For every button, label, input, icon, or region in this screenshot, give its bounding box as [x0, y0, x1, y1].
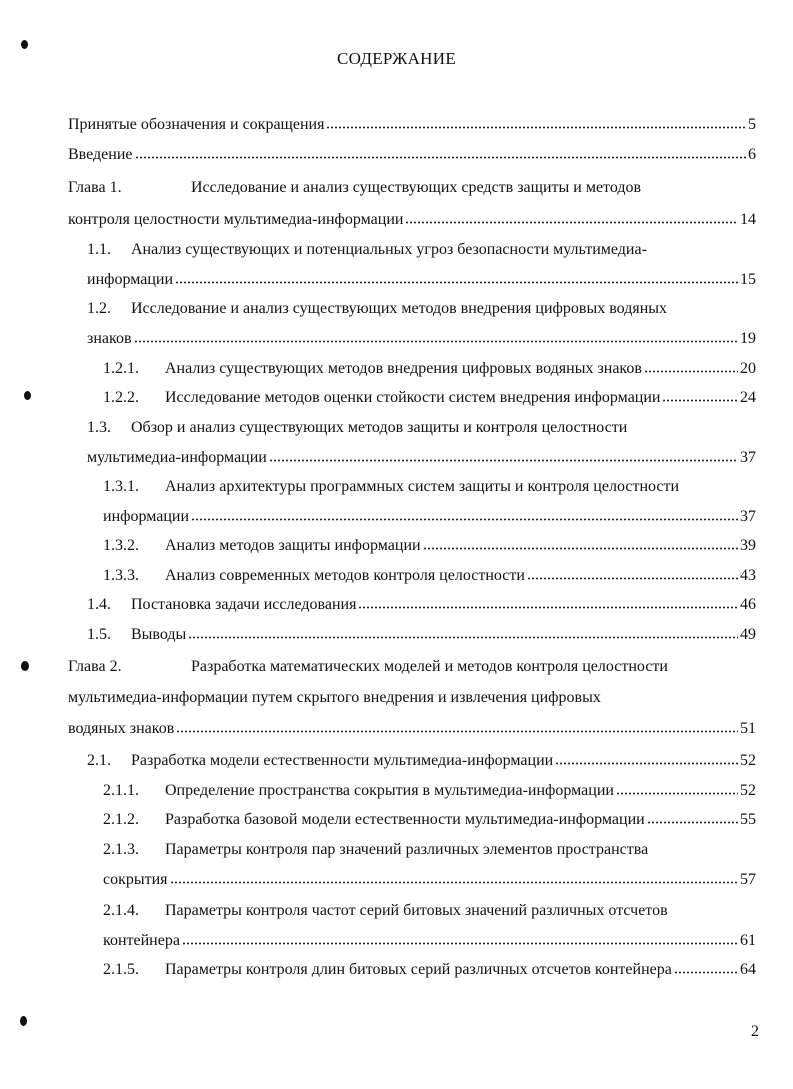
toc-page-number: 57 [740, 871, 756, 888]
toc-page-number: 52 [740, 782, 756, 799]
dot-leader [176, 727, 738, 735]
toc-entry-heading[interactable] [87, 416, 756, 440]
toc-entry-heading[interactable] [87, 238, 756, 262]
scan-speck [24, 391, 31, 400]
toc-entry-continuation[interactable] [87, 268, 756, 292]
toc-entry[interactable] [103, 808, 756, 832]
toc-entry-continuation[interactable] [68, 717, 756, 741]
toc-entry-number: 2.1.1. [103, 782, 139, 799]
toc-entry-text: Исследование и анализ существующих методов внедрения цифровых водяных [131, 300, 667, 317]
toc-entry-text: Разработка математических моделей и методов контроля целостности [191, 658, 668, 675]
toc-entry-number: 2.1.5. [103, 961, 139, 978]
dot-leader [170, 878, 738, 886]
toc-entry-text: Анализ существующих методов внедрения цифровых водяных знаков [165, 360, 642, 377]
toc-entry-text: Выводы [131, 626, 187, 643]
toc-page-number: 5 [748, 116, 756, 133]
toc-entry-number: 1.3.1. [103, 478, 139, 495]
toc-page-number: 43 [740, 567, 756, 584]
toc-entry-continuation[interactable] [103, 868, 756, 892]
dot-leader [527, 574, 738, 582]
toc-page-number: 51 [740, 720, 756, 737]
dot-leader [616, 789, 738, 797]
toc-entry-continuation[interactable] [68, 686, 756, 710]
dot-leader [191, 515, 738, 523]
toc-entry-text: информации [103, 508, 190, 525]
toc-entry-text: Разработка базовой модели естественности мультимедиа-информации [165, 811, 645, 828]
toc-entry-text: Введение [68, 146, 133, 163]
toc-entry-number: 1.2. [87, 300, 111, 317]
dot-leader [674, 968, 738, 976]
toc-entry-heading[interactable] [68, 655, 756, 679]
toc-entry-text: информации [87, 271, 174, 288]
toc-entry[interactable] [68, 143, 756, 167]
toc-entry-text: Обзор и анализ существующих методов защиты и контроля целостности [131, 419, 628, 436]
toc-entry-text: Исследование методов оценки стойкости систем внедрения информации [165, 389, 661, 406]
toc-page-number: 37 [740, 449, 756, 466]
dot-leader [358, 603, 738, 611]
dot-leader [135, 153, 747, 161]
toc-entry-text: Анализ существующих и потенциальных угроз безопасности мультимедиа- [131, 241, 647, 258]
toc-entry-number: 1.2.1. [103, 360, 139, 377]
toc-page-number: 19 [740, 330, 756, 347]
scan-speck [21, 40, 28, 49]
toc-entry-number: Глава 2. [68, 658, 122, 675]
toc-entry-text: сокрытия [103, 871, 168, 888]
toc-page-number: 20 [740, 360, 756, 377]
toc-entry-text: Параметры контроля частот серий битовых значений различных отсчетов [165, 902, 668, 919]
toc-entry-text: контроля целостности мультимедиа-информации [68, 211, 404, 228]
toc-entry-text: Анализ современных методов контроля целостности [165, 567, 525, 584]
toc-entry-number: 1.5. [87, 626, 111, 643]
toc-entry-text: Определение пространства сокрытия в мультимедиа-информации [165, 782, 614, 799]
toc-entry-text: Анализ методов защиты информации [165, 537, 421, 554]
scan-speck [20, 1016, 27, 1026]
toc-entry-text: Параметры контроля пар значений различных элементов пространства [165, 841, 649, 858]
toc-entry-text: Исследование и анализ существующих средств защиты и методов [191, 179, 642, 196]
toc-entry[interactable] [68, 113, 756, 137]
toc-entry-number: 2.1.3. [103, 841, 139, 858]
dot-leader [423, 544, 738, 552]
toc-page-number: 37 [740, 508, 756, 525]
page-title: СОДЕРЖАНИЕ [336, 49, 457, 68]
toc-entry-heading[interactable] [68, 176, 756, 200]
toc-entry-number: Глава 1. [68, 179, 122, 196]
toc-page-number: 14 [740, 211, 756, 228]
toc-entry-number: 1.1. [87, 241, 111, 258]
dot-leader [182, 939, 738, 947]
toc-entry[interactable] [87, 749, 756, 773]
toc-page-number: 61 [740, 932, 756, 949]
toc-entry-continuation[interactable] [87, 327, 756, 351]
toc-entry-number: 1.3.3. [103, 567, 139, 584]
toc-entry-continuation[interactable] [103, 929, 756, 953]
toc-entry-text: Принятые обозначения и сокращения [68, 116, 325, 133]
toc-entry[interactable] [103, 357, 756, 381]
toc-entry-text: водяных знаков [68, 720, 175, 737]
toc-page-number: 6 [748, 146, 756, 163]
toc-page-number: 64 [740, 961, 756, 978]
toc-page-number: 55 [740, 811, 756, 828]
toc-entry-number: 1.2.2. [103, 389, 139, 406]
toc-entry[interactable] [87, 593, 756, 617]
page-number: 2 [751, 1023, 759, 1040]
toc-entry[interactable] [103, 564, 756, 588]
toc-entry[interactable] [87, 623, 756, 647]
toc-entry-heading[interactable] [103, 838, 756, 862]
dot-leader [405, 218, 738, 226]
toc-entry[interactable] [103, 958, 756, 982]
toc-entry-text: Параметры контроля длин битовых серий различных отсчетов контейнера [165, 961, 672, 978]
dot-leader [326, 123, 746, 131]
toc-page-number: 39 [740, 537, 756, 554]
toc-page-number: 52 [740, 752, 756, 769]
toc-entry-continuation[interactable] [87, 446, 756, 470]
toc-entry-heading[interactable] [87, 297, 756, 321]
toc-entry-text: Разработка модели естественности мультимедиа-информации [131, 752, 554, 769]
toc-entry-number: 1.3.2. [103, 537, 139, 554]
toc-entry-heading[interactable] [103, 475, 756, 499]
toc-entry-text: знаков [87, 330, 132, 347]
toc-entry-number: 1.4. [87, 596, 111, 613]
toc-entry-continuation[interactable] [103, 505, 756, 529]
toc-page-number: 49 [740, 626, 756, 643]
toc-entry-text: контейнера [103, 932, 180, 949]
toc-entry-text: Анализ архитектуры программных систем защиты и контроля целостности [165, 478, 680, 495]
toc-entry-number: 1.3. [87, 419, 111, 436]
toc-entry-heading[interactable] [103, 899, 756, 923]
toc-page-number: 46 [740, 596, 756, 613]
dot-leader [644, 367, 738, 375]
toc-entry-number: 2.1. [87, 752, 111, 769]
dot-leader [269, 456, 738, 464]
toc-entry-text: мультимедиа-информации [87, 449, 267, 466]
toc-entry-text: Постановка задачи исследования [131, 596, 357, 613]
dot-leader [134, 337, 739, 345]
toc-entry-number: 2.1.2. [103, 811, 139, 828]
toc-entry-text: мультимедиа-информации путем скрытого внедрения и извлечения цифровых [68, 689, 601, 706]
toc-entry[interactable] [103, 534, 756, 558]
dot-leader [188, 633, 738, 641]
scan-speck [21, 661, 29, 671]
dot-leader [647, 818, 738, 826]
dot-leader [555, 759, 738, 767]
toc-entry[interactable] [103, 386, 756, 410]
toc-page-number: 15 [740, 271, 756, 288]
toc-entry[interactable] [103, 779, 756, 803]
toc-entry-continuation[interactable] [68, 208, 756, 232]
dot-leader [175, 278, 738, 286]
toc-page-number: 24 [740, 389, 756, 406]
toc-entry-number: 2.1.4. [103, 902, 139, 919]
dot-leader [662, 396, 738, 404]
